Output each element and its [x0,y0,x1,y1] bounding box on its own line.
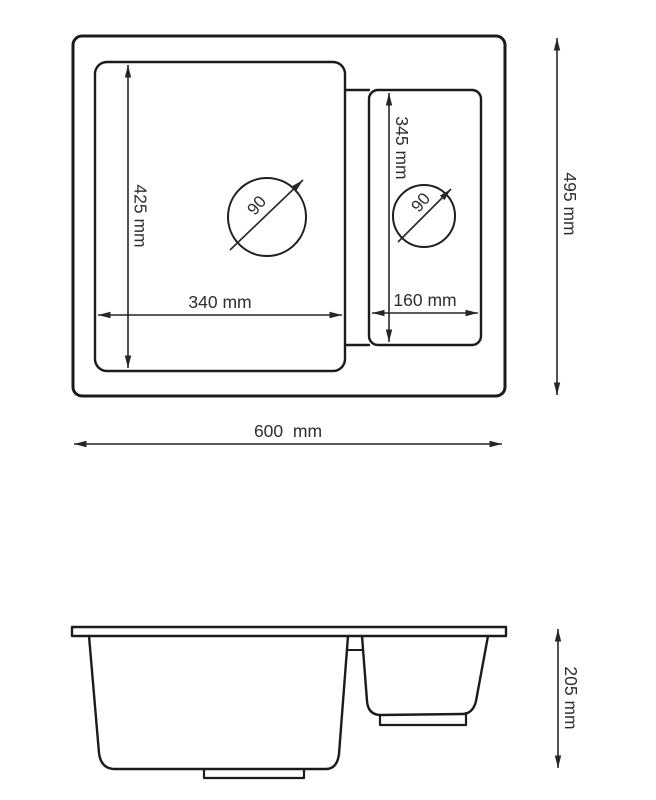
dimension-overall-depth [557,38,580,395]
dimension-main-bowl-width [98,292,342,315]
small-bowl-drain-label: 90 [407,189,435,216]
dimension-overall-width [74,421,502,444]
small-bowl-profile [362,636,488,715]
dimension-small-bowl-width [372,290,478,313]
side-view [72,627,581,778]
dimension-label-340: 340 mm [188,292,252,312]
dimension-label-600: 600 mm [253,421,323,441]
dimension-label-160: 160 mm [393,290,457,310]
dimension-label-205: 205 mm [561,666,581,730]
rim-profile [72,627,506,636]
dimension-main-bowl-depth [128,65,151,368]
dimension-label-345: 345 mm [392,116,412,180]
main-bowl-profile [89,636,348,769]
top-view [73,36,580,444]
dimension-label-425: 425 mm [130,184,151,248]
main-drain-flange-profile [204,769,304,778]
main-bowl-drain-label: 90 [243,192,271,219]
dimension-label-495: 495 mm [560,172,580,236]
main-bowl-drain-diameter-line [230,180,303,250]
main-bowl-drain-circle [228,178,306,256]
dimension-bowl-height [558,629,581,768]
